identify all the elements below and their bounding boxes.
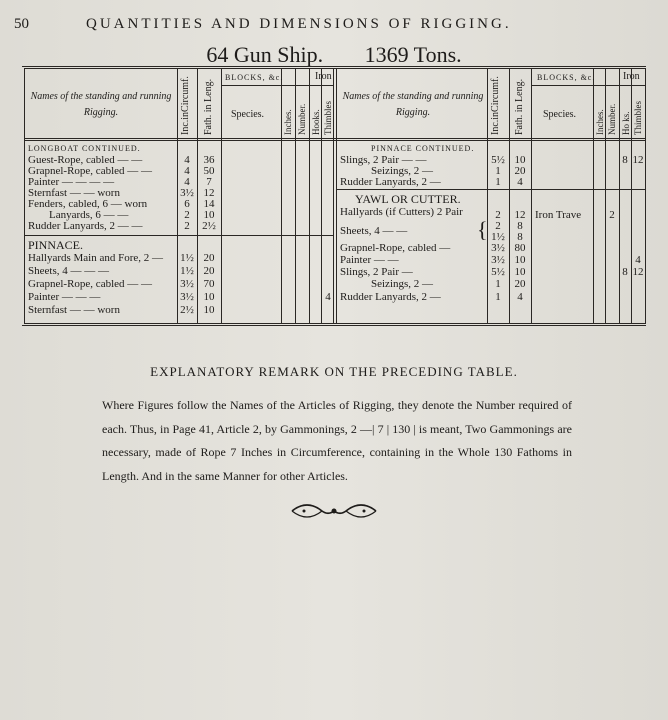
table-row: Guest-Rope, cabled — —	[28, 154, 143, 166]
cell-circ: 4	[184, 176, 190, 188]
section-pinnace: PINNACE.	[28, 238, 84, 252]
table-row: Sheets, 4 — —	[340, 225, 408, 237]
cell-len: 8	[517, 220, 523, 232]
cell-circ: 2½	[180, 304, 194, 316]
thimble-mark: 4	[325, 291, 331, 303]
cell-len: 20	[514, 165, 526, 177]
cell-len: 14	[203, 198, 215, 210]
cell-circ: 1½	[180, 265, 194, 277]
cell-circ: 2	[495, 209, 501, 221]
table-row: Lanyards, 6 — —	[49, 209, 129, 221]
circumf-header-right: Inc.inCircumf.	[490, 76, 501, 135]
cell-circ: 2	[495, 220, 501, 232]
section-pinnace-continued: PINNACE CONTINUED.	[371, 144, 475, 153]
thimbles-value: 12	[632, 154, 644, 166]
cell-len: 4	[517, 176, 523, 188]
section-longboat: LONGBOAT CONTINUED.	[28, 144, 141, 153]
cell-circ: 1½	[180, 252, 194, 264]
cell-len: 8	[517, 231, 523, 243]
names-header-left: Names of the standing and running Rigging.	[30, 91, 172, 118]
cell-len: 20	[203, 265, 215, 277]
cell-len: 10	[203, 209, 215, 221]
ship-class: 64 Gun Ship.	[206, 42, 324, 67]
running-header	[14, 14, 648, 36]
names-header-right: Names of the standing and running Rigging.	[342, 91, 484, 118]
cell-len: 80	[514, 242, 526, 254]
hooks-value-2: 8	[622, 266, 628, 278]
table-row: Painter — —	[340, 254, 399, 266]
cell-len: 2½	[202, 220, 216, 232]
cell-len: 10	[514, 266, 526, 278]
table-row: Seizings, 2 —	[371, 278, 434, 290]
remark-text: Where Figures follow the Names of the Articles of Rigging, they denote the Number required of each. Thus, in Page 41, Article 2, by Gammonings, 2 —| 7 | 130 | is meant, Two Gammonings are necessary, made of Rope 7 Inches in Circumference, containing in the Whole 130 Fathoms in Length. And in the same Manner for other Articles.	[102, 398, 572, 483]
length-header-right: Fath. in Leng.	[514, 78, 525, 135]
table-row: Painter — — —	[28, 291, 101, 303]
cell-len: 10	[514, 154, 526, 166]
cell-circ: 3½	[180, 187, 194, 199]
cell-circ: 4	[184, 165, 190, 177]
ship-tonnage: 1369 Tons.	[364, 42, 462, 67]
ornament-icon	[284, 500, 384, 522]
number-header-right: Number.	[607, 103, 617, 135]
cell-circ: 1	[495, 176, 501, 188]
cell-circ: 2	[184, 220, 190, 232]
species-header-right: Species.	[543, 109, 577, 120]
cell-circ: 5½	[491, 266, 505, 278]
cell-len: 12	[203, 187, 215, 199]
table-row: Rudder Lanyards, 2 —	[340, 291, 441, 303]
hooks-header-left: Hooks.	[311, 109, 321, 135]
cell-len: 36	[203, 154, 215, 166]
cell-circ: 4	[184, 154, 190, 166]
table-row: Fenders, cabled, 6 — worn	[28, 198, 148, 210]
table-row: Painter — — — —	[28, 176, 115, 188]
cell-circ: 1	[495, 278, 501, 290]
table-row: Rudder Lanyards, 2 — —	[28, 220, 143, 232]
thimbles-value-2b: 12	[632, 266, 644, 278]
running-title: QUANTITIES AND DIMENSIONS OF RIGGING.	[86, 16, 512, 32]
blocks-header-left: BLOCKS, &c.	[225, 73, 284, 82]
cell-len: 12	[514, 209, 526, 221]
iron-header-left: Iron	[315, 71, 332, 82]
table-row: Sheets, 4 — — —	[28, 265, 109, 277]
table-row: Slings, 2 Pair — —	[340, 154, 427, 166]
cell-len: 20	[203, 252, 215, 264]
cell-circ: 1½	[491, 231, 505, 243]
cell-circ: 2	[184, 209, 190, 221]
cell-len: 50	[203, 165, 215, 177]
cell-circ: 3½	[491, 242, 505, 254]
table-row: Hallyards (if Cutters) 2 Pair	[340, 206, 463, 218]
cell-len: 4	[517, 291, 523, 303]
blocks-header-right: BLOCKS, &c.	[537, 73, 596, 82]
cell-circ: 1	[495, 291, 501, 303]
brace: {	[477, 217, 488, 242]
cell-circ: 5½	[491, 154, 505, 166]
number-header-left: Number.	[297, 103, 307, 135]
cell-len: 10	[514, 254, 526, 266]
cell-circ: 6	[184, 198, 190, 210]
inches-header-left: Inches.	[283, 109, 293, 135]
cell-circ: 3½	[180, 291, 194, 303]
ship-title	[0, 42, 668, 68]
hooks-header-right: Ho ks.	[621, 111, 631, 135]
table-row: Sternfast — — worn	[28, 304, 120, 316]
table-row: Grapnel-Rope, cabled — —	[28, 165, 153, 177]
table-row: Grapnel-Rope, cabled —	[340, 242, 451, 254]
cell-len: 7	[206, 176, 212, 188]
species-header-left: Species.	[231, 109, 265, 120]
block-species: Iron Trave	[535, 209, 582, 221]
table-row: Seizings, 2 —	[371, 165, 434, 177]
inches-header-right: Inches.	[595, 109, 605, 135]
section-yawl: YAWL OR CUTTER.	[355, 192, 461, 206]
thimbles-header-left: Thimbles	[323, 101, 333, 135]
table-row: Rudder Lanyards, 2 —	[340, 176, 441, 188]
table-row: Slings, 2 Pair —	[340, 266, 413, 278]
length-header-left: Fath. in Leng.	[203, 78, 214, 135]
remark-title: EXPLANATORY REMARK ON THE PRECEDING TABLE.	[150, 364, 518, 379]
cell-len: 10	[203, 304, 215, 316]
thimbles-value-2a: 4	[635, 254, 641, 266]
circumf-header-left: Inc.inCircumf.	[180, 76, 191, 135]
table-row: Grapnel-Rope, cabled — —	[28, 278, 153, 290]
block-number: 2	[609, 209, 615, 221]
cell-len: 20	[514, 278, 526, 290]
thimbles-header-right: Thimbles	[633, 101, 643, 135]
page-number: 50	[14, 16, 29, 32]
cell-len: 10	[203, 291, 215, 303]
hooks-value: 8	[622, 154, 628, 166]
cell-circ: 3½	[180, 278, 194, 290]
iron-header-right: Iron	[623, 71, 640, 82]
table-row: Hallyards Main and Fore, 2 —	[28, 252, 164, 264]
cell-circ: 1	[495, 165, 501, 177]
cell-len: 70	[203, 278, 215, 290]
rigging-table	[24, 68, 646, 324]
cell-circ: 3½	[491, 254, 505, 266]
table-row: Sternfast — — worn	[28, 187, 120, 199]
